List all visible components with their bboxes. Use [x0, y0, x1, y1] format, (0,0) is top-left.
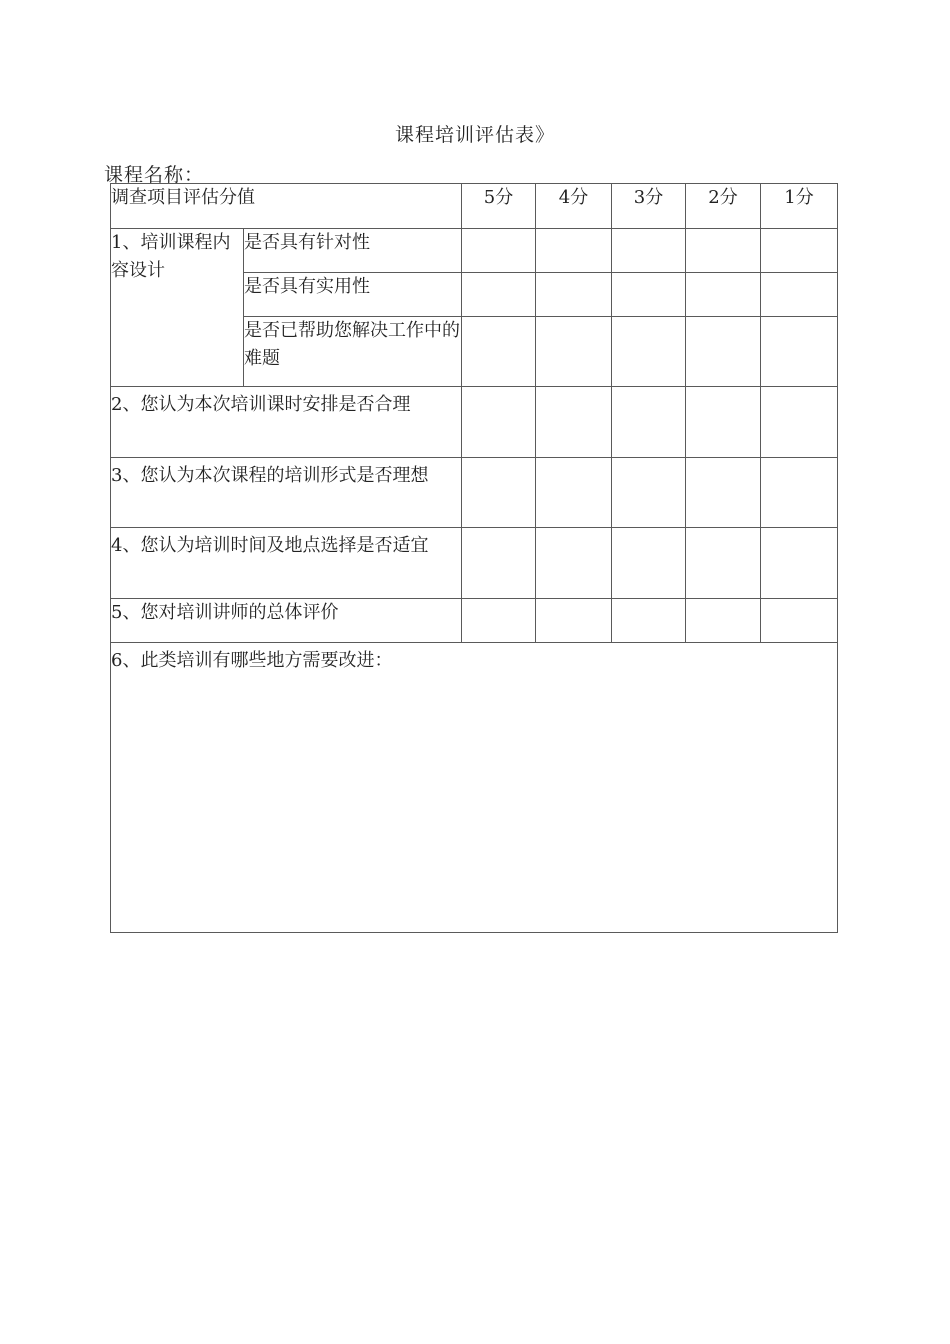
table-row — [111, 387, 838, 458]
score-cell[interactable] — [686, 273, 761, 317]
score-header-3: 3分 — [612, 184, 686, 229]
score-cell[interactable] — [686, 458, 761, 528]
section1-subitem: 是否具有针对性 — [244, 229, 462, 273]
score-cell[interactable] — [612, 387, 686, 458]
item-label: 5、您对培训讲师的总体评价 — [111, 599, 462, 643]
table-row — [111, 458, 838, 528]
improvement-field[interactable]: 6、此类培训有哪些地方需要改进： — [111, 643, 838, 933]
table-row — [111, 528, 838, 599]
score-cell[interactable] — [536, 273, 612, 317]
score-cell[interactable] — [761, 387, 838, 458]
item-label: 3、您认为本次课程的培训形式是否理想 — [111, 458, 462, 528]
score-header-2: 2分 — [686, 184, 761, 229]
score-cell[interactable] — [536, 317, 612, 387]
score-cell[interactable] — [462, 317, 536, 387]
score-cell[interactable] — [686, 387, 761, 458]
score-cell[interactable] — [761, 317, 838, 387]
score-cell[interactable] — [462, 229, 536, 273]
score-cell[interactable] — [761, 458, 838, 528]
score-cell[interactable] — [462, 458, 536, 528]
score-cell[interactable] — [462, 273, 536, 317]
score-cell[interactable] — [686, 528, 761, 599]
score-header-1: 1分 — [761, 184, 838, 229]
score-cell[interactable] — [761, 528, 838, 599]
score-cell[interactable] — [612, 317, 686, 387]
header-item-label: 调查项目评估分值 — [111, 184, 462, 229]
score-cell[interactable] — [612, 273, 686, 317]
table-row — [111, 599, 838, 643]
improvement-row — [111, 643, 838, 933]
item-label: 2、您认为本次培训课时安排是否合理 — [111, 387, 462, 458]
score-cell[interactable] — [612, 599, 686, 643]
score-cell[interactable] — [536, 458, 612, 528]
course-name-label: 课程名称： — [104, 164, 205, 186]
evaluation-table — [110, 183, 838, 933]
score-header-5: 5分 — [462, 184, 536, 229]
score-cell[interactable] — [761, 229, 838, 273]
score-cell[interactable] — [536, 599, 612, 643]
score-cell[interactable] — [686, 599, 761, 643]
score-cell[interactable] — [761, 273, 838, 317]
score-header-4: 4分 — [536, 184, 612, 229]
score-cell[interactable] — [462, 599, 536, 643]
score-cell[interactable] — [462, 387, 536, 458]
score-cell[interactable] — [536, 229, 612, 273]
table-row — [111, 229, 838, 273]
section1-label: 1、培训课程内容设计 — [111, 229, 244, 387]
score-cell[interactable] — [612, 229, 686, 273]
score-cell[interactable] — [536, 528, 612, 599]
score-cell[interactable] — [686, 229, 761, 273]
score-cell[interactable] — [761, 599, 838, 643]
score-cell[interactable] — [612, 458, 686, 528]
document-title: 课程培训评估表》 — [394, 124, 555, 146]
score-cell[interactable] — [462, 528, 536, 599]
score-cell[interactable] — [612, 528, 686, 599]
item-label: 4、您认为培训时间及地点选择是否适宜 — [111, 528, 462, 599]
section1-subitem: 是否已帮助您解决工作中的难题 — [244, 317, 462, 387]
score-cell[interactable] — [536, 387, 612, 458]
header-row — [111, 184, 838, 229]
score-cell[interactable] — [686, 317, 761, 387]
section1-subitem: 是否具有实用性 — [244, 273, 462, 317]
